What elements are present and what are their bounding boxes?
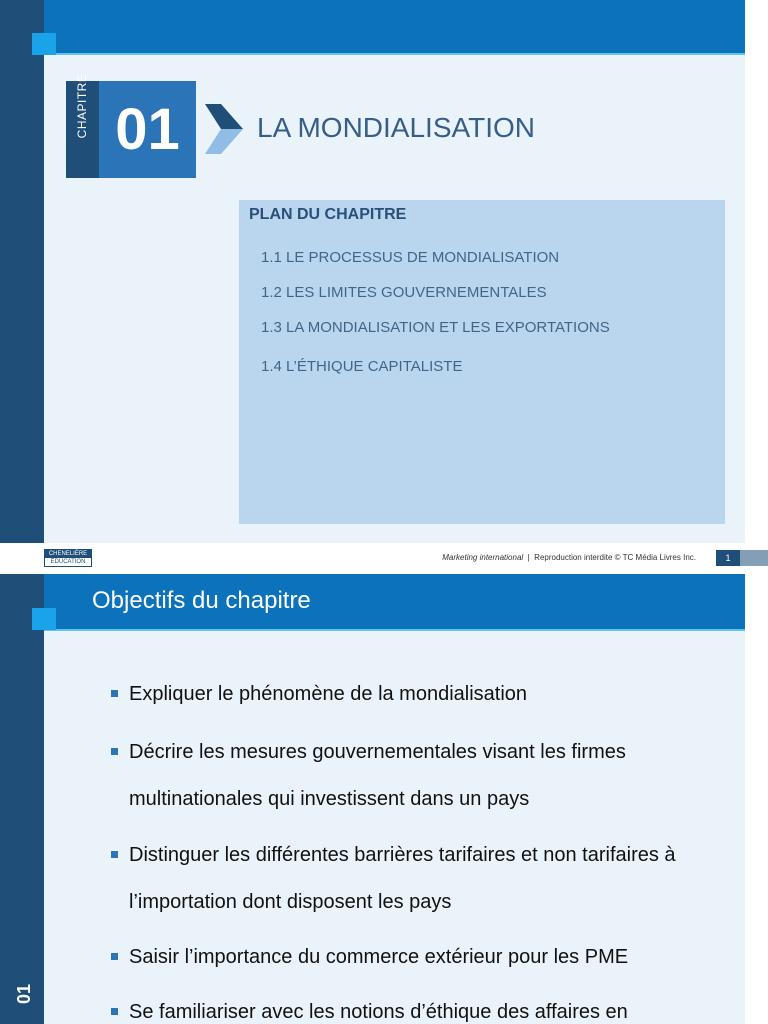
plan-item: 1.3 LA MONDIALISATION ET LES EXPORTATIONS (261, 319, 610, 336)
objective-text: Distinguer les différentes barrières tarifaires et non tarifaires à l’importation dont disposent les pays (129, 844, 676, 913)
objective-item (111, 671, 731, 718)
objective-item (111, 832, 731, 926)
objective-text: Saisir l’importance du commerce extérieur pour les PME (129, 946, 629, 968)
chapter-number: 01 (115, 97, 180, 162)
publisher-logo (44, 549, 92, 567)
side-chapter-number: 01 (14, 983, 34, 1004)
bullet-icon (111, 953, 118, 960)
slide-footer (0, 543, 768, 574)
footer-credits (442, 553, 696, 562)
side-bar (0, 574, 44, 1024)
plan-item: 1.4 L’ÉTHIQUE CAPITALISTE (261, 358, 463, 375)
objective-text: Expliquer le phénomène de la mondialisation (129, 683, 528, 705)
footer-separator: | (527, 553, 530, 562)
side-bar (0, 0, 44, 543)
objective-text: Décrire les mesures gouvernementales visant les firmes multinationales qui investissent dans un pays (129, 741, 626, 810)
page-number: 1 (716, 550, 740, 566)
objective-item (111, 934, 731, 981)
plan-item: 1.2 LES LIMITES GOUVERNEMENTALES (261, 284, 547, 301)
chapter-word: CHAPITRE (75, 73, 89, 139)
objective-text: Se familiariser avec les notions d’éthique des affaires en (129, 1001, 628, 1023)
page-number-strip (740, 550, 768, 566)
accent-square (32, 608, 56, 630)
slide-title: Objectifs du chapitre (92, 587, 311, 614)
bullet-icon (111, 748, 118, 755)
objective-item (111, 729, 731, 823)
book-title: Marketing international (442, 553, 524, 562)
top-band (44, 0, 745, 53)
chapter-label-strip (66, 73, 99, 178)
bullet-icon (111, 1008, 118, 1015)
objective-item (111, 989, 731, 1024)
chapter-plan-box (239, 200, 725, 524)
slide-objectives (0, 574, 768, 1024)
chevron-right-icon (205, 104, 243, 154)
rights-notice: Reproduction interdite © TC Média Livres Inc. (534, 553, 696, 562)
plan-heading: PLAN DU CHAPITRE (249, 206, 407, 223)
plan-item: 1.1 LE PROCESSUS DE MONDIALISATION (261, 249, 560, 266)
logo-bottom-text: ÉDUCATION (50, 559, 86, 565)
chapter-title: LA MONDIALISATION (257, 112, 535, 143)
accent-square (32, 33, 56, 55)
logo-top-text: CHENELIÈRE (45, 550, 91, 558)
chapter-badge (66, 73, 196, 178)
bullet-icon (111, 690, 118, 697)
bullet-icon (111, 851, 118, 858)
chapter-number-box (99, 81, 196, 178)
